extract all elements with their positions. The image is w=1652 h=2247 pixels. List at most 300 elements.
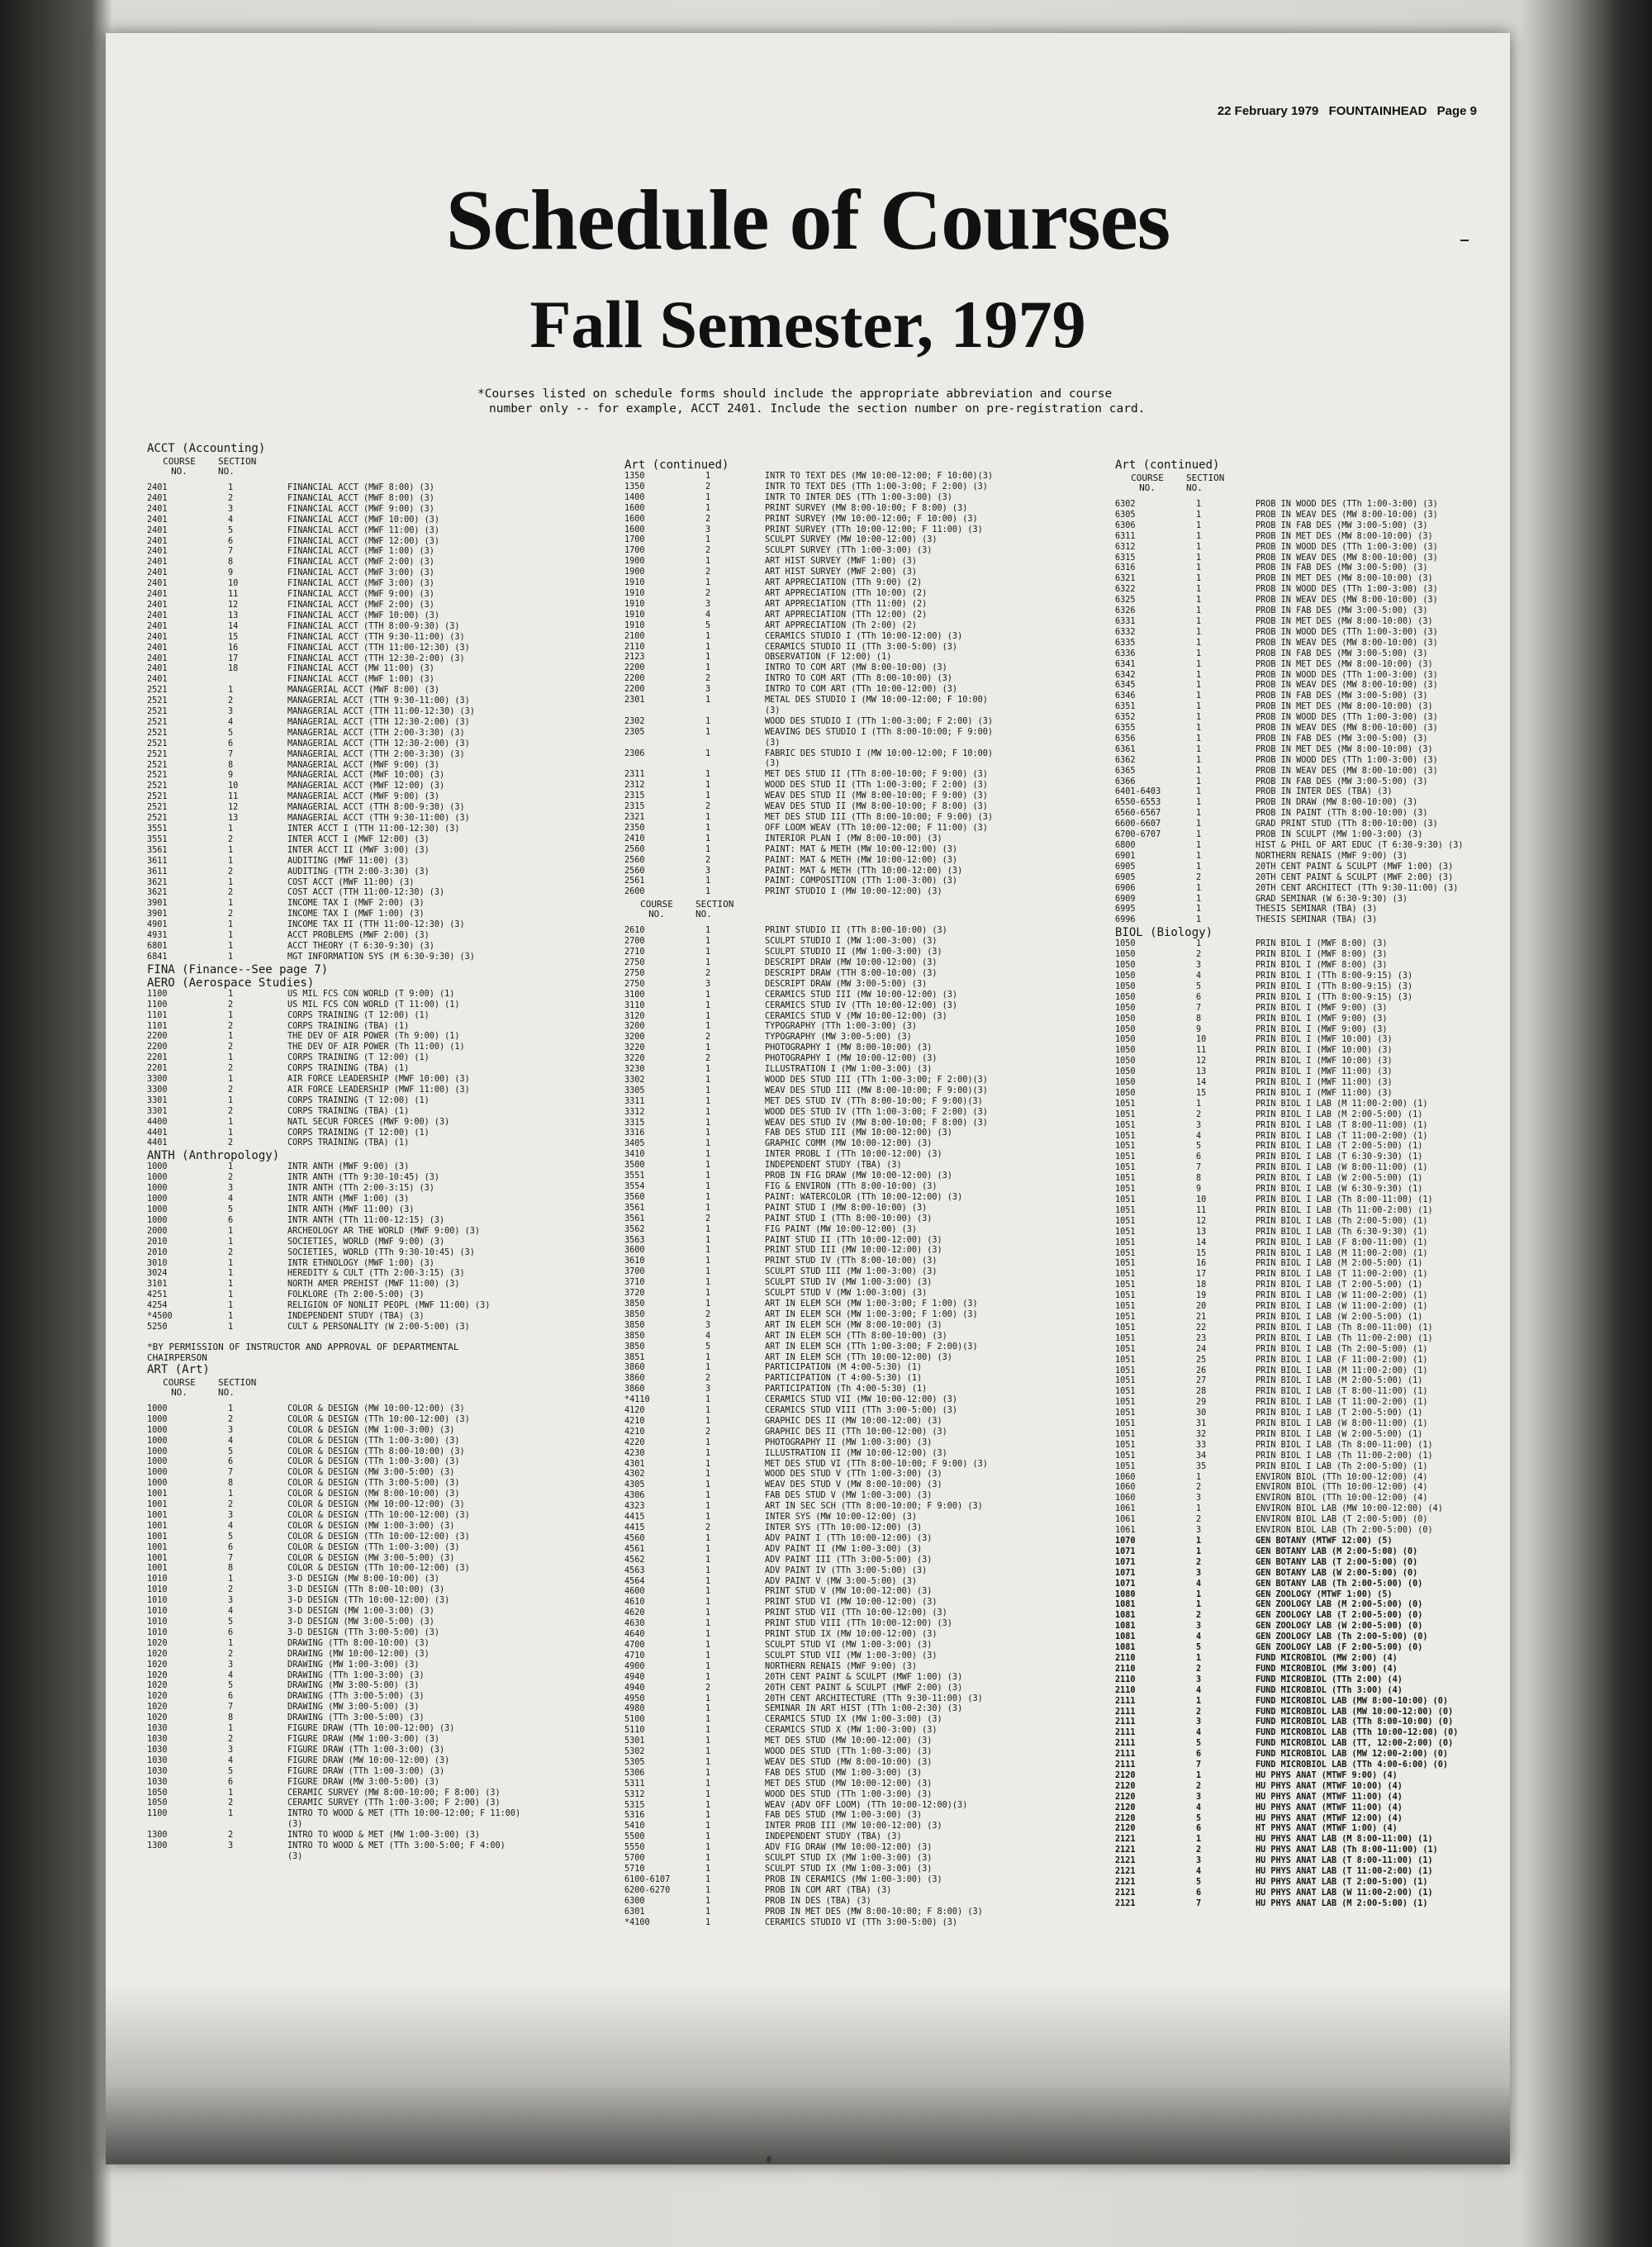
course-row <box>147 1280 610 1290</box>
section-number: 2 <box>1196 1611 1202 1621</box>
course-number: 5316 <box>624 1811 645 1821</box>
course-description: PARTICIPATION (Th 4:00-5:30) (1) <box>765 1385 928 1394</box>
section-number: 1 <box>1196 670 1202 680</box>
course-number: 1071 <box>1115 1557 1136 1567</box>
course-description: PRINT STUD V (MW 10:00-12:00) (3) <box>765 1587 933 1597</box>
course-row <box>624 867 1095 877</box>
course-number: 4301 <box>624 1459 645 1469</box>
section-number: 1 <box>1196 616 1202 626</box>
course-row <box>147 1138 610 1149</box>
course-description: PRIN BIOL I LAB (M 2:00-5:00) (1) <box>1256 1376 1423 1386</box>
course-description: GEN ZOOLOGY (MTWF 1:00) (5) <box>1256 1589 1393 1599</box>
course-number: 1030 <box>147 1777 168 1787</box>
course-row <box>624 1086 1095 1097</box>
course-number: 2401 <box>147 579 168 589</box>
section-number: 1 <box>705 1395 711 1405</box>
course-description: MANAGERIAL ACCT (MWF 8:00) (3) <box>287 686 440 696</box>
course-description: FAB DES STUD III (MW 10:00-12:00) (3) <box>765 1128 952 1138</box>
course-description: PRIN BIOL I (MWF 8:00) (3) <box>1256 939 1388 949</box>
course-number: 2120 <box>1115 1813 1136 1823</box>
section-number: 4 <box>705 1331 711 1341</box>
course-row <box>1115 873 1503 884</box>
course-row <box>1115 1132 1503 1143</box>
section-number: 1 <box>705 1661 711 1671</box>
course-row <box>147 846 610 857</box>
course-row <box>1115 1622 1503 1632</box>
section-number: 2 <box>228 910 234 919</box>
course-number: 2521 <box>147 739 168 748</box>
course-description: INTR ANTH (TTh 9:30-10:45) (3) <box>287 1173 440 1183</box>
course-description: FINANCIAL ACCT (MWF 1:00) (3) <box>287 547 434 557</box>
course-row <box>147 1798 610 1809</box>
course-description: TYPOGRAPHY (MW 3:00-5:00) (3) <box>765 1033 912 1043</box>
course-section <box>624 900 1095 1928</box>
course-row <box>147 1756 610 1767</box>
course-row <box>624 1043 1095 1054</box>
course-row <box>1115 1387 1503 1398</box>
course-description: COLOR & DESIGN (MW 3:00-5:00) (3) <box>287 1553 455 1563</box>
course-number: 1000 <box>147 1479 168 1489</box>
header-line: SECTION <box>218 456 257 467</box>
course-number: 6909 <box>1115 894 1136 904</box>
course-number: 3220 <box>624 1043 645 1053</box>
course-row <box>147 824 610 835</box>
course-row <box>1115 553 1503 564</box>
course-row <box>1115 1793 1503 1803</box>
course-description: PRIN BIOL I (MWF 8:00) (3) <box>1256 950 1388 960</box>
course-row <box>147 857 610 867</box>
course-description: WEAV (ADV OFF LOOM) (TTh 10:00-12:00)(3) <box>765 1800 968 1810</box>
course-number: 2100 <box>624 631 645 641</box>
course-row <box>624 1139 1095 1150</box>
note-line-1: *Courses listed on schedule forms should include the appropriate abbreviation and course <box>477 387 1113 401</box>
course-row <box>1115 1739 1503 1750</box>
course-row <box>1115 596 1503 606</box>
section-number: 1 <box>228 1117 234 1127</box>
course-row <box>624 1353 1095 1364</box>
section-number: 1 <box>705 653 711 663</box>
course-description: COLOR & DESIGN (MW 10:00-12:00) (3) <box>287 1404 465 1413</box>
course-description: THE DEV OF AIR POWER (Th 11:00) (1) <box>287 1043 465 1052</box>
course-number: 2521 <box>147 696 168 706</box>
course-number: 2121 <box>1115 1867 1136 1877</box>
course-number: 6306 <box>1115 520 1136 530</box>
course-description: ART IN ELEM SCH (TTh 10:00-12:00) (3) <box>765 1352 952 1362</box>
course-description: PHOTOGRAPHY I (MW 8:00-10:00) (3) <box>765 1043 933 1053</box>
course-description: WOOD DES STUD (TTh 1:00-3:00) (3) <box>765 1747 933 1757</box>
course-description: COLOR & DESIGN (TTh 1:00-3:00) (3) <box>287 1542 460 1552</box>
course-description: PROB IN MET DES (MW 8:00-10:00) (3) <box>1256 744 1433 754</box>
header-line: NO. <box>218 466 235 477</box>
section-number: 1 <box>228 1724 234 1734</box>
section-number: 15 <box>1196 1248 1207 1258</box>
course-row <box>147 1692 610 1703</box>
course-row <box>624 600 1095 610</box>
course-row <box>1115 1430 1503 1441</box>
course-description: PRINT SURVEY (MW 10:00-12:00; F 10:00) (3) <box>765 514 978 524</box>
course-description: PRIN BIOL I (MWF 11:00) (3) <box>1256 1067 1393 1077</box>
course-row <box>147 1312 610 1323</box>
section-number: 1 <box>705 1416 711 1426</box>
course-number: 1050 <box>1115 1088 1136 1098</box>
course-description: CORPS TRAINING (T 12:00) (1) <box>287 1053 430 1063</box>
course-row <box>1115 1526 1503 1537</box>
course-row <box>624 1257 1095 1267</box>
course-row <box>147 1522 610 1532</box>
course-number: 1000 <box>147 1404 168 1413</box>
course-description: COLOR & DESIGN (TTh 3:00-5:00) (3) <box>287 1479 460 1489</box>
section-number: 1 <box>705 727 711 737</box>
course-number: 6995 <box>1115 905 1136 914</box>
section-number: 2 <box>228 834 234 844</box>
course-row <box>624 1480 1095 1491</box>
course-description: GEN BOTANY LAB (W 2:00-5:00) (0) <box>1256 1568 1418 1578</box>
course-description: ART IN ELEM SCH (TTh 8:00-10:00) (3) <box>765 1331 947 1341</box>
course-description: PRIN BIOL I (MWF 11:00) (3) <box>1256 1078 1393 1088</box>
course-description: CERAMICS STUD IV (TTh 10:00-12:00) (3) <box>765 1000 958 1010</box>
course-row <box>1115 543 1503 553</box>
course-description: 20TH CENT PAINT & SCULPT (MWF 1:00) (3) <box>1256 862 1454 872</box>
section-number: 4 <box>228 717 234 727</box>
course-row <box>624 1374 1095 1385</box>
section-number: 1 <box>705 1811 711 1821</box>
course-number: 2120 <box>1115 1824 1136 1834</box>
course-row <box>147 622 610 633</box>
course-description: ART APPRECIATION (Th 2:00) (2) <box>765 620 918 630</box>
course-number: 2121 <box>1115 1878 1136 1887</box>
section-number: 1 <box>1196 862 1202 872</box>
course-row <box>624 1119 1095 1129</box>
course-number: 1020 <box>147 1670 168 1680</box>
course-number: 3312 <box>624 1107 645 1117</box>
section-number: 3 <box>1196 1622 1202 1632</box>
course-description: PRIN BIOL I LAB (F 8:00-11:00) (1) <box>1256 1238 1428 1247</box>
course-description: SCULPT STUD V (MW 1:00-3:00) (3) <box>765 1289 928 1299</box>
course-number: 4400 <box>147 1117 168 1127</box>
course-row <box>624 1790 1095 1801</box>
course-number: 1051 <box>1115 1429 1136 1439</box>
course-row <box>624 1907 1095 1918</box>
course-description: COLOR & DESIGN (MW 10:00-12:00) (3) <box>287 1500 465 1510</box>
section-number: 1 <box>705 1598 711 1608</box>
course-number: 4401 <box>147 1128 168 1138</box>
course-description: GRAPHIC DES II (TTh 10:00-12:00) (3) <box>765 1427 947 1437</box>
course-description: FOLKLORE (Th 2:00-5:00) (3) <box>287 1290 425 1300</box>
section-number: 1 <box>705 1171 711 1181</box>
course-number: 6312 <box>1115 542 1136 552</box>
course-number <box>624 739 689 749</box>
section-number: 13 <box>228 610 239 620</box>
course-row <box>1115 1750 1503 1760</box>
course-row <box>624 1289 1095 1299</box>
course-row <box>624 1204 1095 1214</box>
course-number: 6550-6553 <box>1115 798 1161 808</box>
course-number: 1600 <box>624 525 645 534</box>
section-number: 6 <box>1196 1152 1202 1162</box>
section-number: 6 <box>228 1542 234 1552</box>
course-number: 2305 <box>624 727 645 737</box>
course-description: AUDITING (TTH 2:00-3:30) (3) <box>287 867 430 876</box>
course-number: 3850 <box>624 1320 645 1330</box>
course-row <box>147 1564 610 1575</box>
section-number: 1 <box>1196 851 1202 861</box>
scan-shadow <box>106 1983 1510 2164</box>
section-number: 4 <box>1196 971 1202 981</box>
course-description: PROB IN WEAV DES (MW 8:00-10:00) (3) <box>1256 596 1438 606</box>
course-number: 5306 <box>624 1768 645 1778</box>
section-number: 1 <box>705 770 711 780</box>
course-row <box>624 1598 1095 1608</box>
section-number: 16 <box>1196 1259 1207 1269</box>
course-row <box>624 663 1095 674</box>
course-row <box>624 1193 1095 1204</box>
section-number: 1 <box>228 899 234 909</box>
course-number: 2120 <box>1115 1781 1136 1791</box>
course-row <box>147 1724 610 1735</box>
course-row <box>1115 1206 1503 1217</box>
course-row <box>1115 777 1503 788</box>
course-row <box>147 878 610 889</box>
course-description: SCULPT STUDIO II (MW 1:00-3:00) (3) <box>765 948 942 957</box>
course-row <box>147 1107 610 1118</box>
section-number: 1 <box>705 1161 711 1171</box>
course-row <box>147 1479 610 1489</box>
section-number: 18 <box>1196 1280 1207 1290</box>
section-number: 1 <box>705 1118 711 1128</box>
course-row <box>624 472 1095 482</box>
course-description: PRIN BIOL I LAB (T 11:00-2:00) (1) <box>1256 1398 1428 1408</box>
course-row <box>1115 756 1503 767</box>
course-description: GEN ZOOLOGY LAB (Th 2:00-5:00) (0) <box>1256 1632 1428 1642</box>
section-number: 3 <box>228 1510 234 1520</box>
section-number: 1 <box>705 1192 711 1202</box>
course-description: MET DES STUD III (TTh 8:00-10:00; F 9:00) (3) <box>765 813 994 822</box>
section-number: 2 <box>1196 1557 1202 1567</box>
course-description: DRAWING (MW 3:00-5:00) (3) <box>287 1703 420 1713</box>
course-row <box>1115 1782 1503 1793</box>
course-row <box>1115 1558 1503 1569</box>
course-number: 1000 <box>147 1436 168 1446</box>
course-row <box>147 1543 610 1554</box>
section-number: 1 <box>705 990 711 1000</box>
schedule-column-3 <box>1115 458 1503 1910</box>
course-number: 4561 <box>624 1544 645 1554</box>
course-no-header <box>147 457 211 477</box>
section-title: Art (continued) <box>1115 458 1220 472</box>
course-description: PRIN BIOL I LAB (T 2:00-5:00) (1) <box>1256 1409 1423 1418</box>
course-row <box>147 739 610 750</box>
course-row <box>147 1713 610 1724</box>
section-number: 2 <box>228 1085 234 1095</box>
course-description: WEAV DES STUD II (MW 8:00-10:00; F 8:00) (3) <box>765 802 988 812</box>
course-description: SCULPT STUD IX (MW 1:00-3:00) (3) <box>765 1854 933 1864</box>
course-row <box>147 1290 610 1301</box>
section-number: 1 <box>1196 542 1202 552</box>
course-row <box>1115 1441 1503 1451</box>
course-description: FINANCIAL ACCT (MWF 9:00) (3) <box>287 504 434 514</box>
course-number: 3301 <box>147 1106 168 1116</box>
section-number: 5 <box>705 620 711 630</box>
course-row <box>147 1735 610 1746</box>
course-description: DRAWING (MW 3:00-5:00) (3) <box>287 1681 420 1691</box>
course-description: WOOD DES STUDIO I (TTh 1:00-3:00; F 2:00) (3) <box>765 716 994 726</box>
section-number: 10 <box>228 781 239 791</box>
section-number: 2 <box>705 568 711 577</box>
course-description: PRINT STUD VIII (TTh 10:00-12:00) (3) <box>765 1619 952 1629</box>
header-line: SECTION <box>218 1376 257 1388</box>
course-description: PRIN BIOL I LAB (W 2:00-5:00) (1) <box>1256 1312 1423 1322</box>
course-section <box>1115 458 1503 926</box>
course-description: PRIN BIOL I LAB (M 2:00-5:00) (1) <box>1256 1109 1423 1119</box>
course-row <box>1115 1654 1503 1665</box>
section-number: 7 <box>1196 1760 1202 1770</box>
course-description: MANAGERIAL ACCT (TTH 2:00-3:30) (3) <box>287 749 465 759</box>
section-number: 1 <box>705 926 711 936</box>
section-number: 9 <box>1196 1024 1202 1034</box>
section-number: 1 <box>705 823 711 833</box>
course-row <box>624 557 1095 568</box>
course-number: 5100 <box>624 1715 645 1725</box>
course-description: (3) <box>765 705 781 715</box>
course-row <box>1115 862 1503 873</box>
course-row <box>147 1032 610 1043</box>
section-number: 1 <box>705 1832 711 1842</box>
course-row <box>1115 1110 1503 1121</box>
course-description: FUND MICROBIOL (TTh 2:00) (4) <box>1256 1675 1403 1684</box>
course-description: HU PHYS ANAT (MTWF 11:00) (4) <box>1256 1792 1403 1802</box>
section-number: 1 <box>228 1312 234 1322</box>
course-number: 1050 <box>1115 1078 1136 1088</box>
section-number: 1 <box>705 1608 711 1618</box>
course-row <box>624 739 1095 749</box>
course-number: 2123 <box>624 653 645 663</box>
course-description: ART APPRECIATION (TTh 9:00) (2) <box>765 578 923 588</box>
course-description: DESCRIPT DRAW (TTH 8:00-10:00) (3) <box>765 968 938 978</box>
course-description: INTRO TO WOOD & MET (MW 1:00-3:00) (3) <box>287 1831 481 1841</box>
course-row <box>147 990 610 1000</box>
course-description: ADV PAINT II (MW 1:00-3:00) (3) <box>765 1544 923 1554</box>
section-number: 1 <box>1196 702 1202 712</box>
course-description: HU PHYS ANAT (MTWF 12:00) (4) <box>1256 1813 1403 1823</box>
course-row <box>1115 841 1503 852</box>
course-number: 2121 <box>1115 1856 1136 1866</box>
course-number: 1910 <box>624 599 645 609</box>
course-description: PROB IN WOOD DES (TTh 1:00-3:00) (3) <box>1256 713 1438 723</box>
course-row <box>1115 1046 1503 1057</box>
course-row <box>147 654 610 665</box>
section-number: 2 <box>705 802 711 812</box>
course-row <box>1115 1249 1503 1260</box>
course-description: OFF LOOM WEAV (TTh 10:00-12:00; F 11:00) (3) <box>765 823 988 833</box>
course-description: PRIN BIOL I (MWF 10:00) (3) <box>1256 1057 1393 1066</box>
course-row <box>147 888 610 899</box>
course-row <box>624 1566 1095 1577</box>
course-number: 4323 <box>624 1502 645 1512</box>
section-number: 1 <box>228 952 234 962</box>
course-section <box>147 1363 610 1863</box>
newspaper-page <box>106 33 1510 2164</box>
course-number: 6901 <box>1115 851 1136 861</box>
course-number: 4302 <box>624 1470 645 1480</box>
course-number: 5301 <box>624 1736 645 1746</box>
course-row <box>147 611 610 622</box>
section-number: 4 <box>1196 1632 1202 1642</box>
course-description: PRIN BIOL I LAB (T 11:00-2:00) (1) <box>1256 1131 1428 1141</box>
course-section <box>624 458 1095 898</box>
course-number: 2401 <box>147 483 168 492</box>
course-row <box>1115 1717 1503 1728</box>
course-number: 6302 <box>1115 500 1136 509</box>
course-description: ADV PAINT IV (TTh 3:00-5:00) (3) <box>765 1565 928 1575</box>
course-description: FAB DES STUD V (MW 1:00-3:00) (3) <box>765 1491 933 1501</box>
course-row <box>624 1363 1095 1374</box>
section-number: 1 <box>228 824 234 834</box>
course-number: 1051 <box>1115 1451 1136 1461</box>
course-description: INTRO TO COM ART (TTh 8:00-10:00) (3) <box>765 674 952 684</box>
course-row <box>1115 745 1503 756</box>
course-description: GEN ZOOLOGY LAB (W 2:00-5:00) (0) <box>1256 1622 1423 1632</box>
section-number: 24 <box>1196 1344 1207 1354</box>
course-row <box>147 942 610 952</box>
course-number: 1051 <box>1115 1205 1136 1215</box>
course-row <box>1115 1121 1503 1132</box>
course-description: FIGURE DRAW (MW 1:00-3:00) (3) <box>287 1734 440 1744</box>
course-row <box>1115 1760 1503 1771</box>
course-description: INTER SYS (TTh 10:00-12:00) (3) <box>765 1523 923 1532</box>
section-number: 1 <box>705 642 711 652</box>
section-number: 7 <box>1196 1003 1202 1013</box>
section-number: 4 <box>1196 1803 1202 1812</box>
course-number: 2201 <box>147 1064 168 1074</box>
course-row <box>624 1747 1095 1758</box>
section-number: 1 <box>705 1917 711 1927</box>
course-number: 2401 <box>147 653 168 663</box>
course-row <box>624 1225 1095 1236</box>
course-row <box>624 1267 1095 1278</box>
course-number: 1051 <box>1115 1302 1136 1312</box>
course-number: 1030 <box>147 1734 168 1744</box>
course-number: 1030 <box>147 1766 168 1776</box>
course-description: PRIN BIOL I LAB (F 11:00-2:00) (1) <box>1256 1355 1428 1365</box>
section-number: 3 <box>705 525 711 534</box>
course-row <box>1115 1675 1503 1686</box>
course-number: 1910 <box>624 578 645 588</box>
course-row <box>1115 500 1503 511</box>
course-description: COLOR & DESIGN (TTh 10:00-12:00) (3) <box>287 1414 470 1424</box>
section-number: 1 <box>705 1779 711 1789</box>
course-row <box>1115 1846 1503 1856</box>
course-row <box>147 1575 610 1585</box>
section-number: 27 <box>1196 1376 1207 1386</box>
section-number: 1 <box>1196 939 1202 949</box>
course-row <box>147 729 610 739</box>
course-number: 3220 <box>624 1054 645 1064</box>
section-number: 1 <box>705 1363 711 1373</box>
course-row <box>1115 1547 1503 1558</box>
column-header-row <box>1115 473 1503 493</box>
course-description: DRAWING (TTh 8:00-10:00) (3) <box>287 1638 430 1648</box>
course-row <box>624 568 1095 578</box>
course-row <box>624 643 1095 653</box>
course-number: 1051 <box>1115 1238 1136 1247</box>
course-number: 1051 <box>1115 1461 1136 1471</box>
course-number: 2521 <box>147 814 168 824</box>
course-number <box>147 1820 211 1831</box>
section-no-header <box>1180 473 1244 493</box>
course-row <box>624 813 1095 824</box>
course-row <box>624 1033 1095 1043</box>
course-description: WOOD DES STUD IV (TTh 1:00-3:00; F 2:00) (3) <box>765 1107 988 1117</box>
